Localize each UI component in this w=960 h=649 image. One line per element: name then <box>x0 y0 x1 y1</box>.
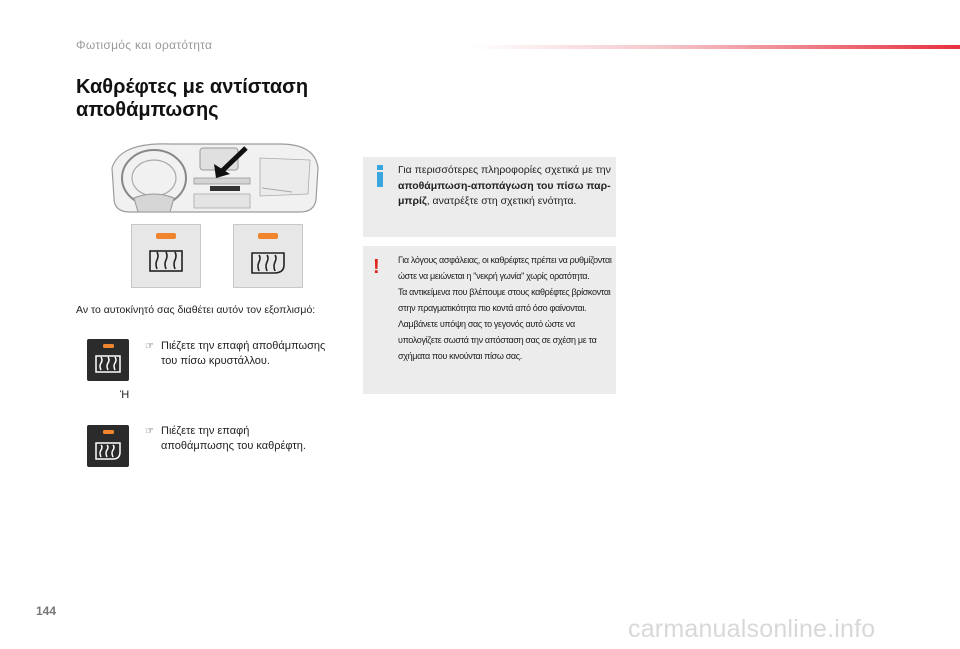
mirror-defrost-icon <box>87 425 129 467</box>
rear-defrost-button-illustration <box>131 224 201 288</box>
rear-window-defrost-icon <box>87 339 129 381</box>
watermark: carmanualsonline.info <box>628 615 876 643</box>
page-title-line1: Καθρέφτες με αντίσταση <box>76 76 309 98</box>
page-title-line2: αποθάμπωσης <box>76 99 219 121</box>
dashboard-illustration <box>110 138 320 220</box>
info-text-bold: αποθάμπωση-αποπάγωση του πίσω παρ-μπρίζ <box>398 179 611 207</box>
page-number: 144 <box>36 604 57 618</box>
info-text <box>398 163 613 210</box>
intro-text: Αν το αυτοκίνητό σας διαθέτει αυτόν τον εξοπλισμό: <box>76 304 316 316</box>
header-accent-line <box>470 45 960 49</box>
step-2-bullet: ☞ <box>145 426 154 437</box>
warning-icon: ! <box>373 256 380 278</box>
info-text-after: , ανατρέξτε στη σχετική ενότητα. <box>426 195 577 207</box>
info-text-before: Για περισσότερες πληροφορίες σχετικά με την <box>398 164 611 176</box>
step-1-text <box>145 339 326 369</box>
or-label: Ή <box>120 389 130 401</box>
info-icon <box>374 165 386 187</box>
step-1-line1: Πιέζετε την επαφή αποθάμπωσης <box>161 340 326 352</box>
mirror-defrost-button-illustration <box>233 224 303 288</box>
warning-text: Για λόγους ασφάλειας, οι καθρέφτες πρέπει να ρυθμίζονται ώστε να μειώνεται η "νεκρή γωνία" χωρίς ορατότητα. Τα αντικείμενα που βλέπουμε στους καθρέφτες βρίσκονται στην πραγματικότητα πιο κοντά από όσο φαίνονται. Λαμβάνετε υπόψη σας το γεγονός αυτό ώστε να υπολογίζετε σωστά την απόσταση σας σε σχέση με τα σχήματα που κινούνται πίσω σας. <box>398 255 612 361</box>
section-title: Φωτισμός και ορατότητα <box>76 38 213 52</box>
warning-box <box>363 246 616 394</box>
step-2-line1: Πιέζετε την επαφή <box>161 425 250 437</box>
step-2-text <box>145 424 306 454</box>
step-1-line2: του πίσω κρυστάλλου. <box>161 355 270 367</box>
step-2-line2: αποθάμπωσης του καθρέφτη. <box>161 440 306 452</box>
step-1-bullet: ☞ <box>145 341 154 352</box>
page-title <box>76 76 308 122</box>
info-box <box>363 157 616 237</box>
